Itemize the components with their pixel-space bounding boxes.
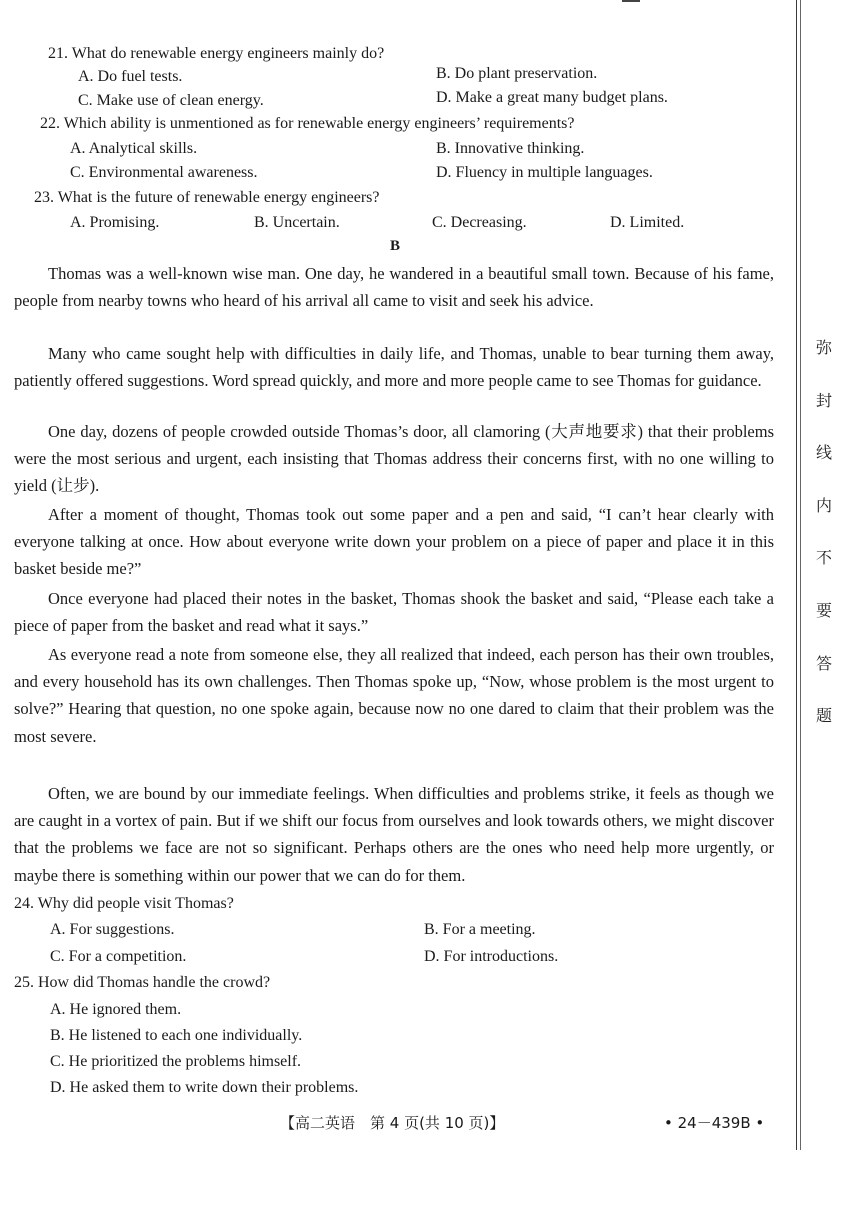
q24-option-c: C. For a competition. [50, 948, 187, 965]
q22-option-c: C. Environmental awareness. [70, 164, 258, 181]
seal-line-text [812, 335, 836, 756]
seal-char: 线 [815, 443, 832, 463]
passage-paragraph: Thomas was a well-known wise man. One day, he wandered in a beautiful small town. Because of his fame, people from nearby towns who heard of his arrival all came to visit and seek his advice. [14, 264, 774, 311]
q23-option-c: C. Decreasing. [432, 214, 527, 231]
q24-option-b: B. For a meeting. [424, 921, 536, 938]
q24-option-d: D. For introductions. [424, 948, 559, 965]
q25-option-b: B. He listened to each one individually. [50, 1027, 303, 1044]
seal-char: 不 [815, 548, 832, 568]
q21-option-b: B. Do plant preservation. [436, 65, 598, 82]
q25-option-c: C. He prioritized the problems himself. [50, 1053, 302, 1070]
q23-stem: 23. What is the future of renewable energy engineers? [34, 189, 380, 206]
seal-char: 内 [815, 495, 832, 515]
binding-line [796, 0, 797, 1150]
footer-code: • 24－439B • [664, 1114, 765, 1132]
footer-page-info: 【高二英语 第 4 页(共 10 页)】 [280, 1114, 505, 1132]
seal-char: 弥 [815, 338, 832, 357]
q21-option-c: C. Make use of clean energy. [78, 92, 264, 109]
q21-option-d: D. Make a great many budget plans. [436, 89, 668, 106]
q21-stem: 21. What do renewable energy engineers mainly do? [48, 45, 385, 62]
binding-line-inner [800, 0, 801, 1150]
q24-option-a: A. For suggestions. [50, 921, 175, 938]
q23-option-b: B. Uncertain. [254, 214, 340, 231]
top-mark [622, 0, 640, 2]
seal-char: 答 [815, 653, 832, 673]
passage-paragraph: Often, we are bound by our immediate feelings. When difficulties and problems strike, it feels as though we are caught in a vortex of pain. But if we shift our focus from ourselves and look towards others, we might discover that the problems we face are not so significant. Perhaps others are the ones who need help more urgently, or maybe there is something within our power that we can do for them. [14, 784, 774, 885]
passage-paragraph: Once everyone had placed their notes in the basket, Thomas shook the basket and said, “Please each take a piece of paper from the basket and read what it says.” [14, 589, 774, 636]
q24-stem: 24. Why did people visit Thomas? [14, 895, 234, 912]
q22-option-d: D. Fluency in multiple languages. [436, 164, 653, 181]
q25-option-d: D. He asked them to write down their problems. [50, 1079, 359, 1096]
seal-char: 题 [815, 706, 832, 726]
section-label: B [389, 238, 400, 254]
passage-paragraph: As everyone read a note from someone else, they all realized that indeed, each person has their own troubles, and every household has its own challenges. Then Thomas spoke up, “Now, whose problem is the most urgent to solve?” Hearing that question, no one spoke again, because now no one dared to claim that their problem was the most severe. [14, 645, 774, 746]
q22-stem: 22. Which ability is unmentioned as for renewable energy engineers’ requirements? [40, 115, 575, 132]
q22-option-b: B. Innovative thinking. [436, 140, 585, 157]
q25-option-a: A. He ignored them. [50, 1001, 182, 1018]
passage-paragraph: One day, dozens of people crowded outside Thomas’s door, all clamoring (大声地要求) that their problems were the most serious and urgent, each insisting that Thomas address their concerns first, with no one willing to yield (让步). [14, 422, 774, 496]
q25-stem: 25. How did Thomas handle the crowd? [14, 974, 271, 991]
q23-option-d: D. Limited. [610, 214, 685, 231]
passage-paragraph: After a moment of thought, Thomas took out some paper and a pen and said, “I can’t hear clearly with everyone talking at once. How about everyone write down your problem on a piece of paper and place it in this basket beside me?” [14, 505, 774, 579]
q21-option-a: A. Do fuel tests. [78, 68, 183, 85]
seal-char: 要 [815, 600, 832, 620]
q22-option-a: A. Analytical skills. [70, 140, 198, 157]
seal-char: 封 [815, 390, 832, 410]
passage-paragraph: Many who came sought help with difficulties in daily life, and Thomas, unable to bear turning them away, patiently offered suggestions. Word spread quickly, and more and more people came to see Thomas for guidance. [14, 344, 774, 391]
q23-option-a: A. Promising. [70, 214, 160, 231]
